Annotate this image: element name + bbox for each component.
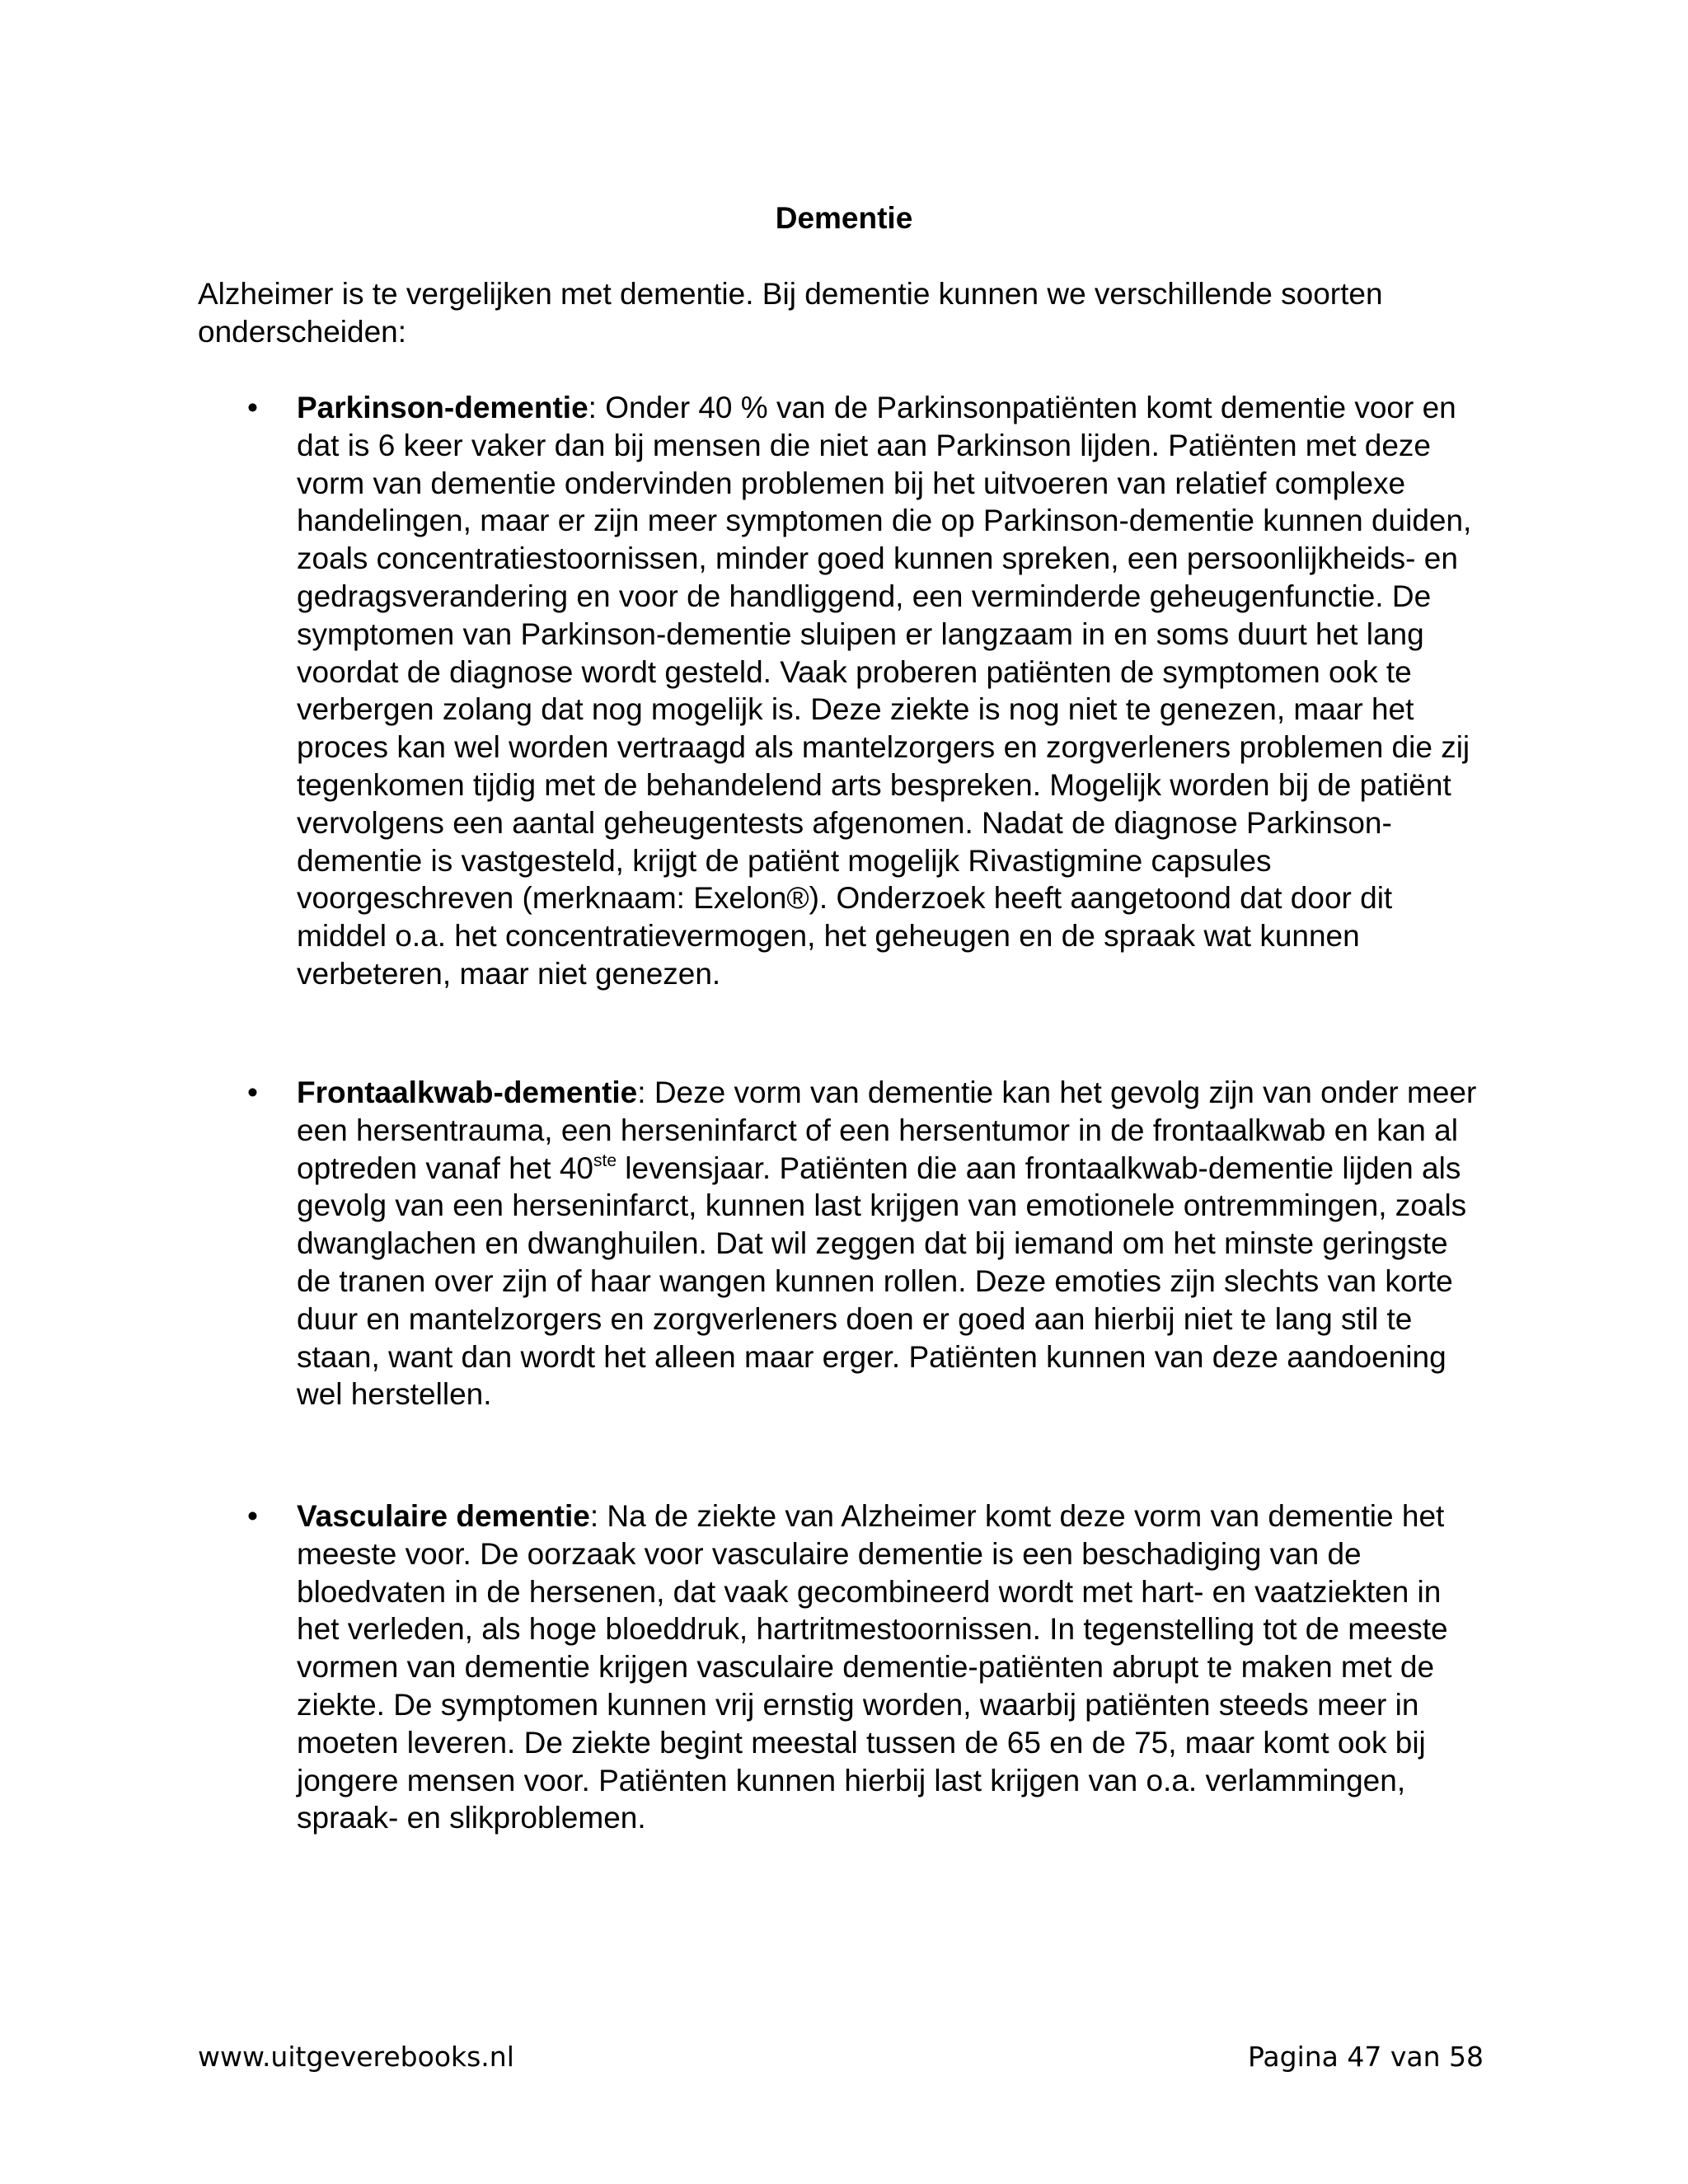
ordinal-superscript: ste: [593, 1151, 617, 1170]
bullet-icon: •: [247, 1076, 258, 1109]
footer-website: www.uitgeverebooks.nl: [198, 2041, 514, 2073]
footer-page-number: Pagina 47 van 58: [1247, 2041, 1484, 2073]
description-vasculaire-dementie: : Na de ziekte van Alzheimer komt deze vorm van dementie het meeste voor. De oorzaak voor vasculaire dementie is een beschadiging van de bloedvaten in de hersenen, dat vaak gecombineerd wordt met hart- en vaatziekten in het verleden, als hoge bloeddruk, hartritmestoornissen. In tegenstelling tot de meeste vormen van dementie krijgen vasculaire dementie-patiënten abrupt te maken met de ziekte. De symptomen kunnen vrij ernstig worden, waarbij patiënten steeds meer in moeten leveren. De ziekte begint meestal tussen de 65 en de 75, maar komt ook bij jongere mensen voor. Patiënten kunnen hierbij last krijgen van o.a. verlammingen, spraak- en slikproblemen.: [297, 1499, 1448, 1835]
page-title: Dementie: [775, 201, 913, 235]
list-item-text: [297, 389, 1484, 993]
bullet-icon: •: [247, 391, 258, 424]
description-frontaalkwab-part1: : Deze vorm van dementie kan het gevolg zijn van onder meer een hersentrauma, een herseninfarct of een hersentumor in de frontaalkwab en kan al optreden vanaf het 40: [297, 1076, 1477, 1185]
description-parkinson-dementie: : Onder 40 % van de Parkinsonpatiënten komt dementie voor en dat is 6 keer vaker dan bij mensen die niet aan Parkinson lijden. Patiënten met deze vorm van dementie ondervinden problemen bij het uitvoeren van relatief complexe handelingen, maar er zijn meer symptomen die op Parkinson-dementie kunnen duiden, zoals concentratiestoornissen, minder goed kunnen spreken, een persoonlijkheids- en gedragsverandering en voor de handliggend, een verminderde geheugenfunctie. De symptomen van Parkinson-dementie sluipen er langzaam in en soms duurt het lang voordat de diagnose wordt gesteld. Vaak proberen patiënten de symptomen ook te verbergen zolang dat nog mogelijk is. Deze ziekte is nog niet te genezen, maar het proces kan wel worden vertraagd als mantelzorgers en zorgverleners problemen die zij tegenkomen tijdig met de behandelend arts bespreken. Mogelijk worden bij de patiënt vervolgens een aantal geheugentests afgenomen. Nadat de diagnose Parkinson-dementie is vastgesteld, krijgt de patiënt mogelijk Rivastigmine capsules voorgeschreven (merknaam: Exelon®). Onderzoek heeft aangetoond dat door dit middel o.a. het concentratievermogen, het geheugen en de spraak wat kunnen verbeteren, maar niet genezen.: [297, 391, 1472, 991]
list-item-text: [297, 1074, 1484, 1413]
term-vasculaire-dementie: Vasculaire dementie: [297, 1499, 590, 1533]
term-parkinson-dementie: Parkinson-dementie: [297, 391, 588, 424]
intro-paragraph: Alzheimer is te vergelijken met dementie. Bij dementie kunnen we verschillende soorten onderscheiden:: [198, 277, 1383, 349]
bullet-icon: •: [247, 1499, 258, 1533]
term-frontaalkwab-dementie: Frontaalkwab-dementie: [297, 1076, 638, 1109]
description-frontaalkwab-part2: levensjaar. Patiënten die aan frontaalkwab-dementie lijden als gevolg van een herseninfarct, kunnen last krijgen van emotionele ontremmingen, zoals dwanglachen en dwanghuilen. Dat wil zeggen dat bij iemand om het minste geringste de tranen over zijn of haar wangen kunnen rollen. Deze emoties zijn slechts van korte duur en mantelzorgers en zorgverleners doen er goed aan hierbij niet te lang stil te staan, want dan wordt het alleen maar erger. Patiënten kunnen van deze aandoening wel herstellen.: [297, 1151, 1467, 1412]
list-item-text: [297, 1497, 1484, 1837]
